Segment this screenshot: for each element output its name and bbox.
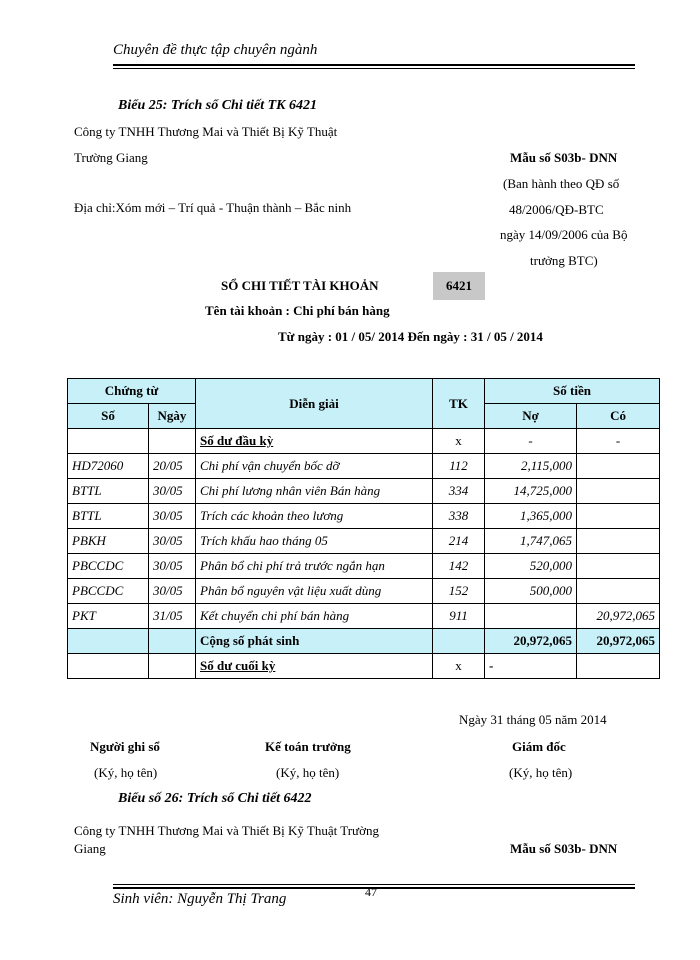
account-number-box: 6421 [433,272,485,300]
header-ngay: Ngày [149,404,196,429]
total-label: Cộng số phát sinh [196,629,433,654]
section2-form-number: Mẫu số S03b- DNN [510,841,618,856]
form-note-4: trưởng BTC) [530,253,598,268]
table-row: BTTL 30/05 Trích các khoản theo lương 338 1,365,000 [68,504,660,529]
page-header-title: Chuyên đề thực tập chuyên ngành [113,42,318,58]
form-note-2: 48/2006/QĐ-BTC [509,202,604,217]
opening-tk: x [433,429,485,454]
header-rule [113,64,635,69]
form-note-1: (Ban hành theo QĐ số [503,176,620,191]
closing-tk: x [433,654,485,679]
header-chung-tu: Chứng từ [68,379,196,404]
table-row: PBCCDC 30/05 Phân bổ chi phí trả trước ngắn hạn 142 520,000 [68,554,660,579]
signature-date: Ngày 31 tháng 05 năm 2014 [459,712,607,727]
total-co: 20,972,065 [577,629,660,654]
section2-company-line2: Giang [74,841,106,856]
opening-co: - [577,429,660,454]
table-row: PBCCDC 30/05 Phân bổ nguyên vật liệu xuất dùng 152 500,000 [68,579,660,604]
section1-caption: Biểu 25: Trích sổ Chi tiết TK 6421 [118,98,317,113]
director-title: Giám đốc [512,739,566,754]
opening-balance-row [68,429,660,454]
company-name-line1: Công ty TNHH Thương Mai và Thiết Bị Kỹ Thuật [74,124,338,139]
recorder-sign-note: (Ký, họ tên) [94,765,158,780]
header-co: Có [577,404,660,429]
total-no: 20,972,065 [485,629,577,654]
company-address: Địa chỉ:Xóm mới – Trí quả - Thuận thành – Bắc ninh [74,200,352,215]
total-row [68,629,660,654]
opening-label: Số dư đầu kỳ [196,429,433,454]
ledger-title: SỔ CHI TIẾT TÀI KHOẢN [221,278,379,293]
section2-company-line1: Công ty TNHH Thương Mai và Thiết Bị Kỹ Thuật Trường [74,823,379,838]
header-dien-giai: Diễn giải [196,379,433,429]
ledger-table [67,378,660,679]
closing-no: - [485,654,577,679]
header-tk: TK [433,379,485,429]
account-name: Tên tài khoản : Chi phí bán hàng [205,303,390,318]
chief-accountant-title: Kế toán trưởng [265,739,351,754]
table-row: HD72060 20/05 Chi phí vận chuyển bốc dỡ 112 2,115,000 [68,454,660,479]
table-row: PBKH 30/05 Trích khấu hao tháng 05 214 1,747,065 [68,529,660,554]
period-range: Từ ngày : 01 / 05/ 2014 Đến ngày : 31 / 05 / 2014 [278,329,543,344]
company-name-line2: Trường Giang [74,150,148,165]
form-note-3: ngày 14/09/2006 của Bộ [500,227,628,242]
page-number: 47 [365,885,377,899]
opening-no: - [485,429,577,454]
closing-balance-row [68,654,660,679]
table-row: BTTL 30/05 Chi phí lương nhân viên Bán hàng 334 14,725,000 [68,479,660,504]
form-number: Mẫu số S03b- DNN [510,150,618,165]
table-row: PKT 31/05 Kết chuyển chi phí bán hàng 911 20,972,065 [68,604,660,629]
closing-label: Số dư cuối kỳ [196,654,433,679]
header-no: Nợ [485,404,577,429]
chief-accountant-sign-note: (Ký, họ tên) [276,765,340,780]
header-so-tien: Số tiền [485,379,660,404]
footer-student: Sinh viên: Nguyễn Thị Trang [113,891,287,907]
recorder-title: Người ghi sổ [90,739,160,754]
table-header-row [68,379,660,404]
header-so: Số [68,404,149,429]
director-sign-note: (Ký, họ tên) [509,765,573,780]
section2-caption: Biểu số 26: Trích sổ Chi tiết 6422 [118,791,312,806]
